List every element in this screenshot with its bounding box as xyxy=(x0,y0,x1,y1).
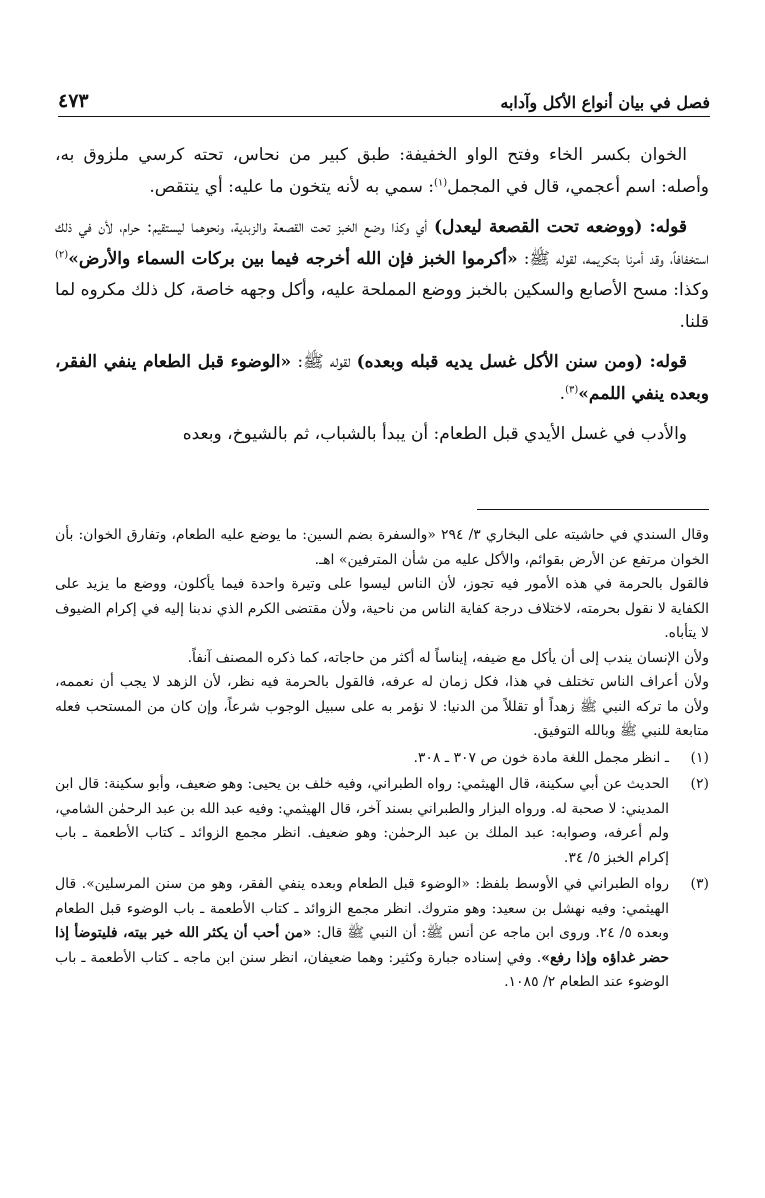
text-run: أي وكذا وضع الخبز تحت القصعة والزبدية، ونحوهما ليستقيم: حرام، لأن في ذلك استخفافاً، وقد أمرنا بتكريمه، لقوله ﷺ: xyxy=(55,217,709,269)
text-run: الخوان بكسر الخاء وفتح الواو الخفيفة: طبق كبير من نحاس، تحته كرسي ملزوق به، وأصله: اسم أعجمي، قال في المجمل xyxy=(55,145,709,197)
footnote-1 xyxy=(55,746,709,771)
footnote-3 xyxy=(55,872,709,995)
footnote-ref: (١) xyxy=(433,176,448,188)
paragraph-bread xyxy=(55,212,709,338)
text-run: وكذا: مسح الأصابع والسكين بالخبز ووضع المملحة عليه، وأكل وجهه خاصة، كل ذلك مكروه لما قلنا. xyxy=(55,280,709,332)
footnote-text: الحديث عن أبي سكينة، قال الهيثمي: رواه الطبراني، وفيه خلف بن يحيى: وهو ضعيف، وأبو سكينة: قال ابن المديني: لا صحبة له. ورواه البزار والطبراني بسند آخر، قال الهيثمي: وفيه عبد الله بن عبد الرحمٰن الشامي، ولم أعرفه، وصوابه: عبد الملك بن عبد الرحمٰن: وهو ضعيف. انظر مجمع الزوائد ـ كتاب الأطعمة ـ باب إكرام الخبز ٥/ ٣٤. xyxy=(55,776,669,866)
footnote-number: (٣) xyxy=(690,876,709,892)
hadith-quote: «أكرموا الخبز فإن الله أخرجه فيما بين بركات السماء والأرض» xyxy=(68,248,518,269)
footnote-number: (١) xyxy=(690,749,709,766)
quoted-lead: قوله: (ومن سنن الأكل غسل يديه قبله وبعده) xyxy=(356,352,687,372)
footnote-text: ـ انظر مجمل اللغة مادة خون ص ٣٠٧ ـ ٣٠٨. xyxy=(413,749,669,766)
footnote-text xyxy=(55,872,669,995)
paragraph-washing xyxy=(55,347,709,410)
text-run: . xyxy=(559,383,566,404)
page-number: ٤٧٣ xyxy=(58,88,95,114)
hadith-quote: «الوضوء قبل الطعام ينفي الفقر، وبعده ينفي اللمم» xyxy=(55,352,709,404)
paragraph-khiwan xyxy=(55,140,709,203)
text-run: : سمي به لأنه يتخون ما عليه: أي ينتقص. xyxy=(149,176,434,197)
quoted-lead: قوله: (ووضعه تحت القصعة ليعدل) xyxy=(433,217,687,237)
chapter-title: فصل في بيان أنواع الأكل وآدابه xyxy=(494,92,710,114)
note-paragraph: فالقول بالحرمة في هذه الأمور فيه تجوز، لأن الناس ليسوا على وتيرة واحدة فيما يأكلون، ووضع ما يزيد على الكفاية لا نقول بحرمته، لاختلاف درجة كفاية الناس من ناحية، ولأن مقتضى الكرم الذي ندبنا إليه في إكرام الضيوف لا يتأباه. xyxy=(55,576,709,641)
paragraph-etiquette: والأدب في غسل الأيدي قبل الطعام: أن يبدأ بالشباب، ثم بالشيوخ، وبعده xyxy=(182,424,687,444)
text-run: . وفي إسناده جبارة وكثير: وهما ضعيفان، انظر سنن ابن ماجه ـ كتاب الأطعمة ـ باب الوضوء عند الطعام ٢/ ١٠٨٥. xyxy=(55,949,669,990)
hadith-quote: «من أحب أن يكثر الله خير بيته، فليتوضأ إذا حضر غداؤه وإذا رفع» xyxy=(55,925,669,966)
footnote-separator xyxy=(477,509,709,510)
footnote-number: (٢) xyxy=(690,776,709,792)
footnote-ref: (٢) xyxy=(55,248,69,260)
footnote-ref: (٣) xyxy=(565,383,579,395)
footnote-2 xyxy=(55,772,709,870)
main-text xyxy=(55,140,709,460)
running-header xyxy=(58,92,710,117)
note-paragraph: ولأن أعراف الناس تختلف في هذا، فكل زمان له عرفه، فالقول بالحرمة فيه نظر، لأن الزهد لا يجب أن نعممه، ولأن ما تركه النبي ﷺ زهداً أو تقللاً من الدنيا: لا نؤمر به على سبيل الوجوب شرعاً، وإن كان من المستحب فعله متابعة للنبي ﷺ وبالله التوفيق. xyxy=(55,674,709,739)
footnotes xyxy=(55,523,709,995)
text-run: لقوله ﷺ: xyxy=(291,352,357,372)
note-paragraph: ولأن الإنسان يندب إلى أن يأكل مع ضيفه، إيناساً له أكثر من حاجاته، كما ذكره المصنف آنفاً. xyxy=(187,649,709,666)
text-run: رواه الطبراني في الأوسط بلفظ: «الوضوء قبل الطعام وبعده ينفي الفقر، وهو من سنن المرسلين». قال الهيثمي: وفيه نهشل بن سعيد: وهو متروك. انظر مجمع الزوائد ـ كتاب الأطعمة ـ باب الوضوء قبل الطعام وبعده ٥/ ٢٤. وروى ابن ماجه عن أنس ﷺ: أن النبي ﷺ قال: xyxy=(55,876,669,941)
note-paragraph: وقال السندي في حاشيته على البخاري ٣/ ٢٩٤ «والسفرة بضم السين: ما يوضع عليه الطعام، وتفارق الخوان: بأن الخوان مرتفع عن الأرض بقوائم، والأكل عليه من شأن المترفين» اهـ. xyxy=(55,527,709,568)
